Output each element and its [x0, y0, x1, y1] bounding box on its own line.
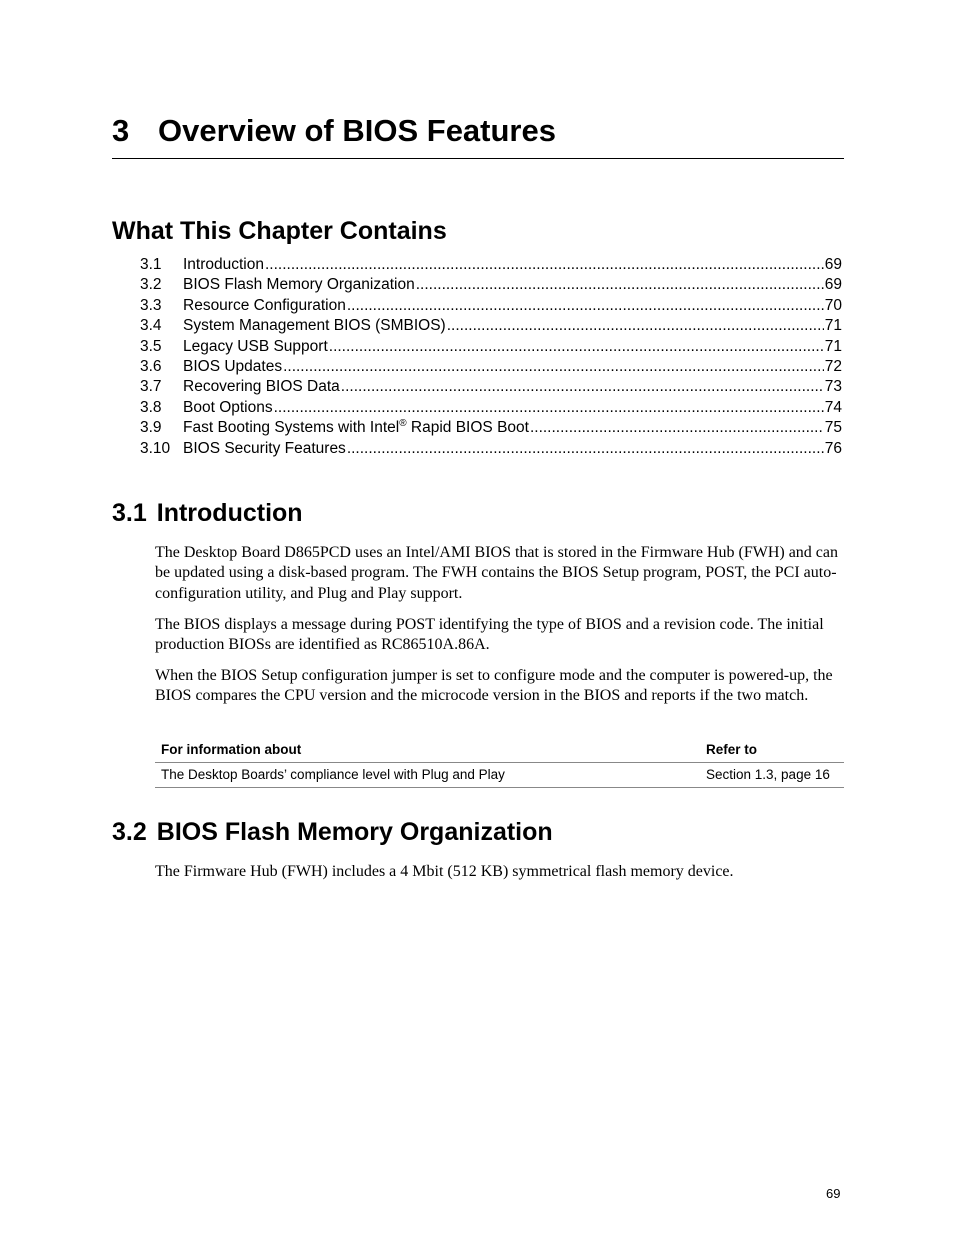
toc-leader-dots	[341, 377, 824, 397]
toc-leader-dots	[283, 357, 824, 377]
toc-page: 71	[824, 337, 842, 355]
section-title: Introduction	[156, 499, 303, 527]
toc-number: 3.2	[140, 276, 162, 294]
toc-number: 3.10	[140, 439, 171, 457]
toc-title: Resource Configuration	[183, 296, 346, 314]
toc-number: 3.8	[140, 398, 162, 416]
toc-page: 75	[824, 419, 842, 437]
toc-row[interactable]	[140, 439, 844, 459]
toc-leader-dots	[416, 275, 824, 295]
registered-mark: ®	[399, 417, 407, 429]
toc-page: 76	[824, 439, 842, 457]
table-header-cell: For information about	[155, 739, 700, 763]
toc-title: Boot Options	[183, 398, 273, 416]
toc-number: 3.7	[140, 378, 162, 396]
page-number: 69	[826, 1186, 841, 1201]
body-paragraph: The Firmware Hub (FWH) includes a 4 Mbit (512 KB) symmetrical flash memory device.	[155, 863, 734, 880]
toc-leader-dots	[447, 316, 824, 336]
toc-row[interactable]	[140, 398, 844, 418]
toc-row[interactable]	[140, 255, 844, 275]
toc-page: 73	[824, 378, 842, 396]
table-cell: The Desktop Boards’ compliance level with Plug and Play	[155, 763, 700, 788]
toc-page: 72	[824, 357, 842, 375]
toc-number: 3.5	[140, 337, 162, 355]
table-cell[interactable]: Section 1.3, page 16	[700, 763, 844, 788]
toc-leader-dots	[265, 255, 824, 275]
toc-number: 3.9	[140, 419, 162, 437]
toc-row[interactable]	[140, 316, 844, 336]
toc-row[interactable]	[140, 357, 844, 377]
section-title: BIOS Flash Memory Organization	[156, 818, 553, 846]
table-of-contents	[140, 255, 844, 459]
chapter-title	[112, 112, 844, 159]
toc-row[interactable]	[140, 377, 844, 397]
body-paragraph: When the BIOS Setup configuration jumper is set to configure mode and the computer is powered-up, the BIOS compares the CPU version and the microcode version in the BIOS and reports if the two match.	[155, 667, 833, 705]
section-heading-flash-memory	[112, 817, 553, 847]
toc-leader-dots	[347, 439, 824, 459]
toc-leader-dots	[274, 398, 824, 418]
body-paragraph: The BIOS displays a message during POST identifying the type of BIOS and a revision code. The initial production BIOSs are identified as RC86510A.86A.	[155, 616, 824, 654]
toc-title: BIOS Flash Memory Organization	[183, 276, 415, 294]
section-number: 3.2	[112, 818, 147, 846]
toc-title: Introduction	[183, 256, 264, 273]
toc-row[interactable]	[140, 275, 844, 295]
toc-row[interactable]	[140, 296, 844, 316]
toc-page: 74	[824, 398, 842, 416]
toc-number: 3.6	[140, 357, 162, 375]
toc-title: BIOS Security Features	[183, 439, 346, 457]
chapter-title-text: Overview of BIOS Features	[158, 113, 556, 148]
toc-title-suffix: Rapid BIOS Boot	[406, 419, 529, 437]
toc-title: Recovering BIOS Data	[183, 378, 340, 396]
section-number: 3.1	[112, 499, 147, 527]
toc-leader-dots	[530, 418, 824, 438]
toc-leader-dots	[347, 296, 824, 316]
table-header-cell: Refer to	[700, 739, 844, 763]
reference-table	[155, 739, 844, 788]
body-paragraph: The Desktop Board D865PCD uses an Intel/AMI BIOS that is stored in the Firmware Hub (FWH) and can be updated using a disk-based program. The FWH contains the BIOS Setup program, POST, the PCI auto-configuration utility, and Plug and Play support.	[155, 544, 838, 602]
toc-number: 3.1	[140, 256, 162, 273]
toc-row[interactable]	[140, 418, 844, 438]
toc-leader-dots	[329, 337, 824, 357]
section-heading-introduction	[112, 498, 303, 528]
contents-heading: What This Chapter Contains	[112, 217, 447, 245]
toc-page: 70	[824, 296, 842, 314]
toc-page: 71	[824, 317, 842, 335]
toc-row[interactable]	[140, 337, 844, 357]
toc-title: BIOS Updates	[183, 357, 283, 375]
toc-title-text: Fast Booting Systems with Intel	[183, 419, 400, 437]
toc-page: 69	[824, 256, 842, 273]
table-header-row	[155, 739, 844, 763]
toc-number: 3.4	[140, 317, 162, 335]
toc-title: System Management BIOS (SMBIOS)	[183, 317, 446, 335]
toc-title: Legacy USB Support	[183, 337, 328, 355]
toc-number: 3.3	[140, 296, 162, 314]
toc-title	[183, 418, 529, 438]
toc-page: 69	[824, 276, 842, 294]
table-row	[155, 763, 844, 788]
chapter-number: 3	[112, 113, 130, 148]
